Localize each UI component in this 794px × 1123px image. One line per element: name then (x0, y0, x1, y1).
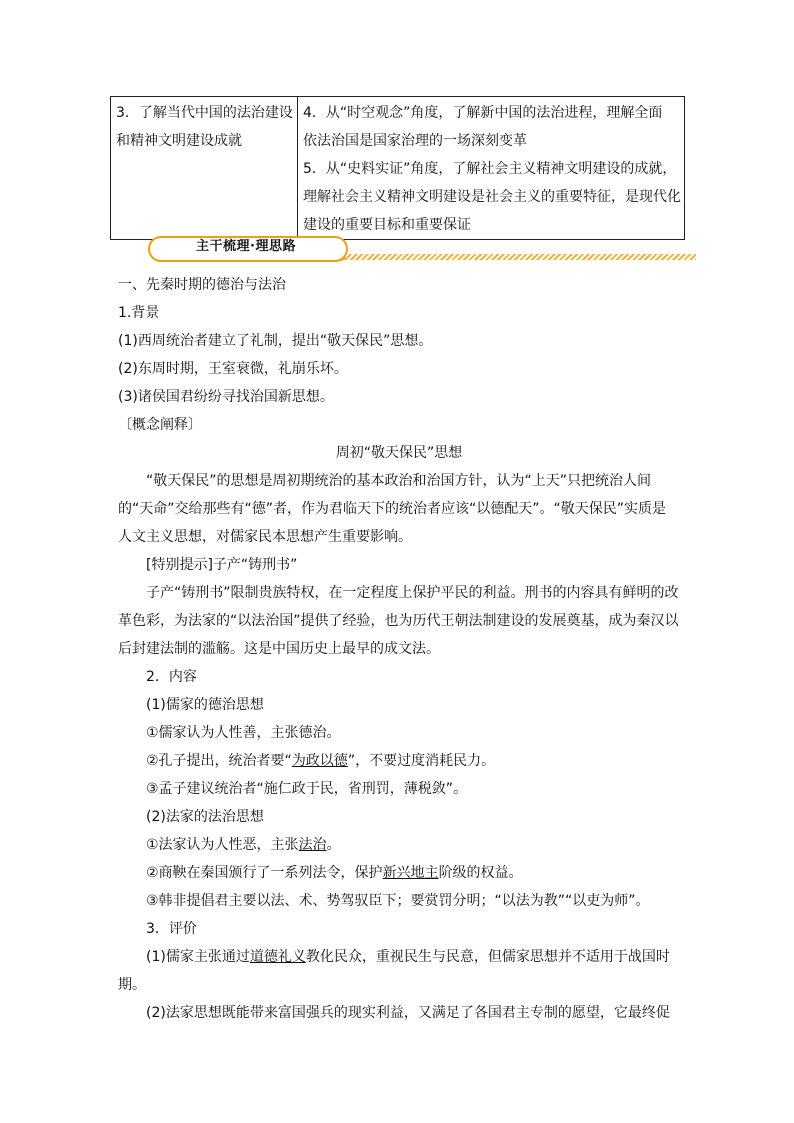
text-line (118, 859, 680, 887)
section-heading: 一、先秦时期的德治与法治 (118, 277, 286, 293)
cell-text: 建设的重要目标和重要保证 (303, 217, 471, 233)
cell-text: 理解社会主义精神文明建设是社会主义的重要特征，是现代化 (303, 189, 681, 205)
banner-stripe-decoration (344, 254, 696, 260)
text-line: (2)法家的法治思想 (146, 809, 264, 825)
tip-paragraph: 子产“铸刑书”限制贵族特权，在一定程度上保护平民的利益。刑书的内容具有鲜明的改革色彩，为法家的“以法治国”提供了经验，也为历代王朝法制建设的发展奠基，成为秦汉以后封建法制的滥觞。这是中国历史上最早的成文法。 (118, 585, 679, 657)
underlined-keyword: 道德礼义 (249, 949, 306, 965)
text-segment: 。 (326, 837, 341, 853)
text-line: ③孟子建议统治者“施仁政于民，省刑罚，薄税敛”。 (146, 781, 468, 797)
text-segment: 教化民众，重视民生与民意，但儒家思想并不适用于战国时期。 (118, 949, 670, 993)
cell-text: 3．了解当代中国的法治建设 (116, 105, 293, 121)
text-line: ③韩非提倡君主要以法、术、势驾驭臣下；要赏罚分明；“以法为教”“以吏为师”。 (146, 893, 650, 909)
text-segment: ①法家认为人性恶，主张 (146, 837, 299, 853)
text-segment: 阶级的权益。 (438, 865, 523, 881)
text-segment: (1)儒家主张通过 (146, 949, 250, 965)
cell-text: 4．从“时空观念”角度，了解新中国的法治进程，理解全面 (303, 105, 663, 121)
main-content (118, 271, 680, 1027)
underlined-keyword: 法治 (298, 837, 327, 853)
text-segment: ②商鞅在秦国颁行了一系列法令，保护 (146, 865, 383, 881)
cell-text: 依法治国是国家治理的一场深刻变革 (303, 133, 527, 149)
objectives-table (110, 96, 685, 240)
evaluation-paragraph: (2)法家思想既能带来富国强兵的现实利益，又满足了各国君主专制的愿望，它最终促 (146, 1005, 670, 1021)
table-cell-goal (111, 97, 298, 240)
text-line (118, 747, 680, 775)
text-line: (3)诸侯国君纷纷寻找治国新思想。 (118, 389, 334, 405)
concept-tag: 〔概念阐释〕 (118, 417, 202, 433)
section-banner (148, 236, 696, 262)
subheading: 2．内容 (146, 669, 197, 685)
tip-title: [特别提示]子产“铸刑书” (146, 557, 298, 573)
underlined-keyword: 为政以德 (291, 753, 348, 769)
banner-title: 主干梳理·理思路 (196, 239, 296, 254)
text-line: (1)西周统治者建立了礼制，提出“敬天保民”思想。 (118, 333, 433, 349)
concept-title: 周初“敬天保民”思想 (335, 445, 463, 461)
text-line: (2)东周时期，王室衰微，礼崩乐坏。 (118, 361, 348, 377)
subheading: 1.背景 (118, 305, 160, 321)
cell-text: 和精神文明建设成就 (116, 133, 242, 149)
table-row (111, 97, 685, 240)
text-segment: ”，不要过度消耗民力。 (347, 753, 496, 769)
text-line (118, 831, 680, 859)
text-line: ①儒家认为人性善，主张德治。 (146, 725, 341, 741)
concept-paragraph: “敬天保民”的思想是周初期统治的基本政治和治国方针，认为“上天”只把统治人间的“天命”交给那些有“德”者，作为君临天下的统治者应该“以德配天”。“敬天保民”实质是人文主义思想，对儒家民本思想产生重要影响。 (118, 473, 667, 545)
text-segment: ②孔子提出，统治者要“ (146, 753, 292, 769)
table-cell-details (298, 97, 685, 240)
underlined-keyword: 新兴地主 (382, 865, 439, 881)
cell-text: 5．从“史料实证”角度，了解社会主义精神文明建设的成就， (303, 161, 677, 177)
text-line: (1)儒家的德治思想 (146, 697, 264, 713)
subheading: 3．评价 (146, 921, 197, 937)
evaluation-paragraph (118, 943, 680, 999)
